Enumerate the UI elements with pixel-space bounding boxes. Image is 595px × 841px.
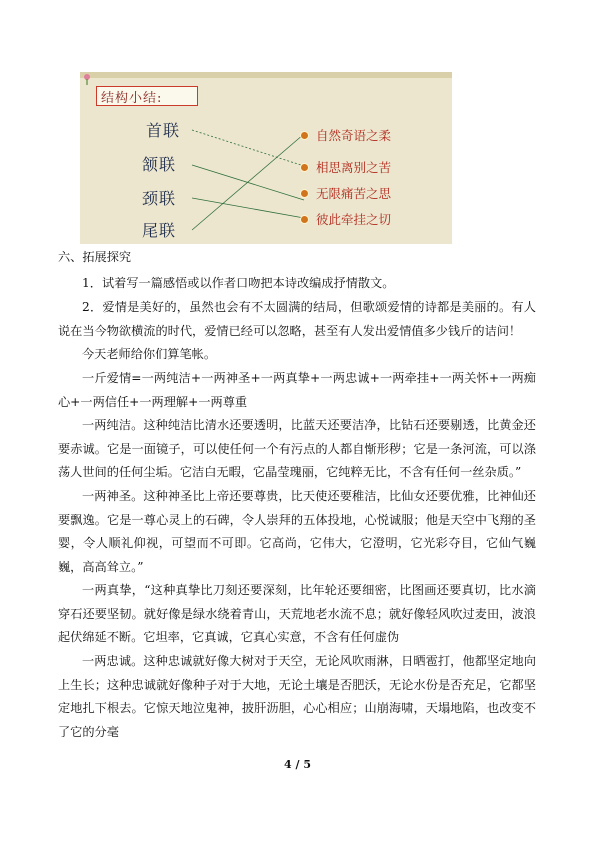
- bullet-3: [300, 189, 309, 198]
- paragraph-3: 今天老师给你们算笔帐。: [82, 347, 217, 361]
- paragraph-4: 一斤爱情=一两纯洁+一两神圣+一两真挚+一两忠诚+一两牵挂+一两关怀+一两痴心+一两信任+一两理解+一两尊重: [58, 371, 536, 409]
- bullet-2: [300, 163, 309, 172]
- left-term-hanlian: 颔联: [142, 155, 177, 174]
- flower-decoration-icon: [80, 72, 94, 86]
- bullet-4: [300, 215, 309, 224]
- paragraph-1: 1．试着写一篇感悟或以作者口吻把本诗改编成抒情散文。: [82, 276, 395, 290]
- paragraph-8: 一两忠诚。这种忠诚就好像大树对于天空，无论风吹雨淋，日晒雹打，他都坚定地向上生长；这种忠诚就好像种子对于大地，无论土壤是否肥沃，无论水份是否充足，它都坚定地扎下根去。它惊天地泣鬼神，披肝沥胆，心心相应；山崩海啸，天塌地陷，也改变不了它的分毫: [58, 654, 536, 739]
- page-number: 4 / 5: [284, 758, 311, 771]
- right-term-4: 彼此牵挂之切: [316, 212, 392, 227]
- paragraph-6: 一两神圣。这种神圣比上帝还要尊贵，比天使还要稚洁，比仙女还要优雅，比神仙还要飘逸。它是一尊心灵上的石碑，令人崇拜的五体投地，心悦诚服；他是天空中飞翔的圣婴，令人顺礼仰视，可望而不可即。它高尚，它伟大，它澄明，它光彩夺目，它仙气巍巍，高高耸立。”: [58, 489, 536, 574]
- left-term-weilian: 尾联: [142, 221, 177, 240]
- right-term-3: 无限痛苦之思: [316, 186, 392, 201]
- section-heading: 六、拓展探究: [58, 250, 132, 264]
- right-term-1: 自然奇语之柔: [316, 128, 392, 143]
- summary-tag-label: 结构小结:: [101, 91, 163, 106]
- paragraph-2: 2．爱情是美好的，虽然也会有不太圆满的结局，但歌颂爱情的诗都是美丽的。有人说在当今物欲横流的时代，爱情已经可以忽略，甚至有人发出爱情值多少钱斤的诘问！: [58, 300, 536, 338]
- paragraph-5: 一两纯洁。这种纯洁比清水还要透明，比蓝天还要洁净，比钻石还要剔透，比黄金还要赤诚。它是一面镜子，可以使任何一个有污点的人都自惭形秽；它是一条河流，可以涤荡人世间的任何尘垢。它洁白无暇，它晶莹瑰丽，它纯粹无比，不含有任何一丝杂质。”: [58, 418, 536, 480]
- matching-lines: [80, 72, 452, 244]
- bullet-1: [300, 131, 309, 140]
- paragraph-7: 一两真挚，“这种真挚比刀刻还要深刻，比年轮还要细密，比图画还要真切，比水滴穿石还要坚韧。就好像是绿水绕着青山，天荒地老水流不息；就好像轻风吹过麦田，波浪起伏绵延不断。它坦率，它真诚，它真心实意，不含有任何虚伪: [58, 583, 536, 645]
- right-term-2: 相思离别之苦: [316, 160, 392, 175]
- left-term-jinglian: 颈联: [142, 189, 177, 208]
- structure-summary-figure: [80, 72, 452, 244]
- left-term-shoulian: 首联: [146, 121, 181, 140]
